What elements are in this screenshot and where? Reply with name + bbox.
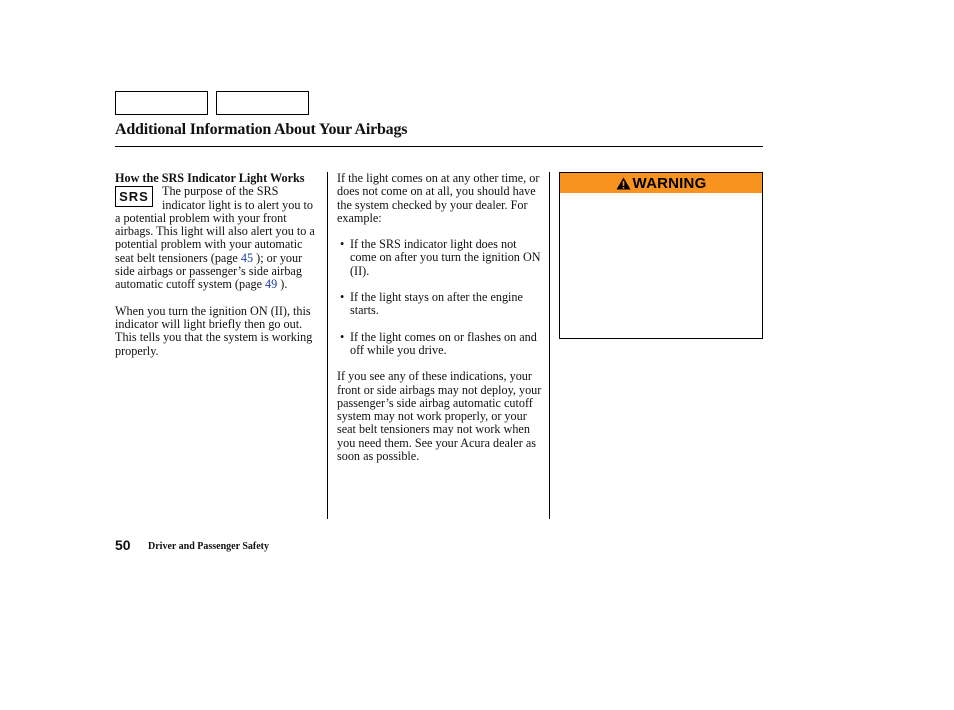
srs-indicator-icon: SRS (115, 186, 153, 207)
column-middle (337, 172, 543, 463)
column-divider-1 (327, 172, 328, 519)
warning-triangle-icon (616, 177, 631, 190)
nav-tab-box-1[interactable] (115, 91, 208, 115)
bullet-text-2: If the light stays on after the engine starts. (350, 290, 523, 318)
warning-header (560, 173, 762, 193)
closing-paragraph: If you see any of these indications, your front or side airbags may not deploy, your passenger’s side airbag automatic cutoff system may not work properly, or your seat belt tensioners may not work when you need them. See your Acura dealer as soon as possible. (337, 369, 542, 464)
page-title: Additional Information About Your Airbags (115, 121, 408, 138)
page-45-link[interactable]: 45 (240, 250, 254, 265)
title-rule (115, 146, 763, 147)
page-number: 50 (115, 537, 131, 553)
bullet-dot: • (340, 329, 345, 344)
warning-box (559, 172, 763, 339)
srs-purpose-text-a: The purpose of the SRS indicator light is to alert you to a potential problem with your front airbags. This light will also alert you to a potential problem with your automatic seat belt tensioners (page (115, 184, 315, 265)
intro-paragraph: If the light comes on at any other time, or does not come on at all, you should have the system checked by your dealer. For example: (337, 171, 540, 225)
column-divider-2 (549, 172, 550, 519)
srs-purpose-text-b: ); or your side airbags or passenger’s side airbag automatic cutoff system (page (115, 250, 303, 292)
bullet-text-1: If the SRS indicator light does not come on after you turn the ignition ON (II). (350, 237, 541, 278)
footer-section-label: Driver and Passenger Safety (148, 541, 270, 552)
bullet-dot: • (340, 237, 345, 252)
column-left (115, 172, 321, 358)
bullet-item-3 (337, 331, 543, 358)
bullet-item-2 (337, 291, 543, 318)
bullet-dot: • (340, 290, 345, 305)
bullet-text-3: If the light comes on or flashes on and off while you drive. (350, 329, 537, 357)
warning-label: WARNING (632, 174, 707, 192)
srs-purpose-text-c: ). (277, 277, 288, 292)
page-49-link[interactable]: 49 (265, 277, 278, 292)
bullet-item-1 (337, 238, 543, 278)
nav-tab-box-2[interactable] (216, 91, 309, 115)
ignition-paragraph: When you turn the ignition ON (II), this indicator will light briefly then go out. This tells you that the system is working properly. (115, 303, 313, 358)
section-subheading: How the SRS Indicator Light Works (115, 171, 305, 185)
